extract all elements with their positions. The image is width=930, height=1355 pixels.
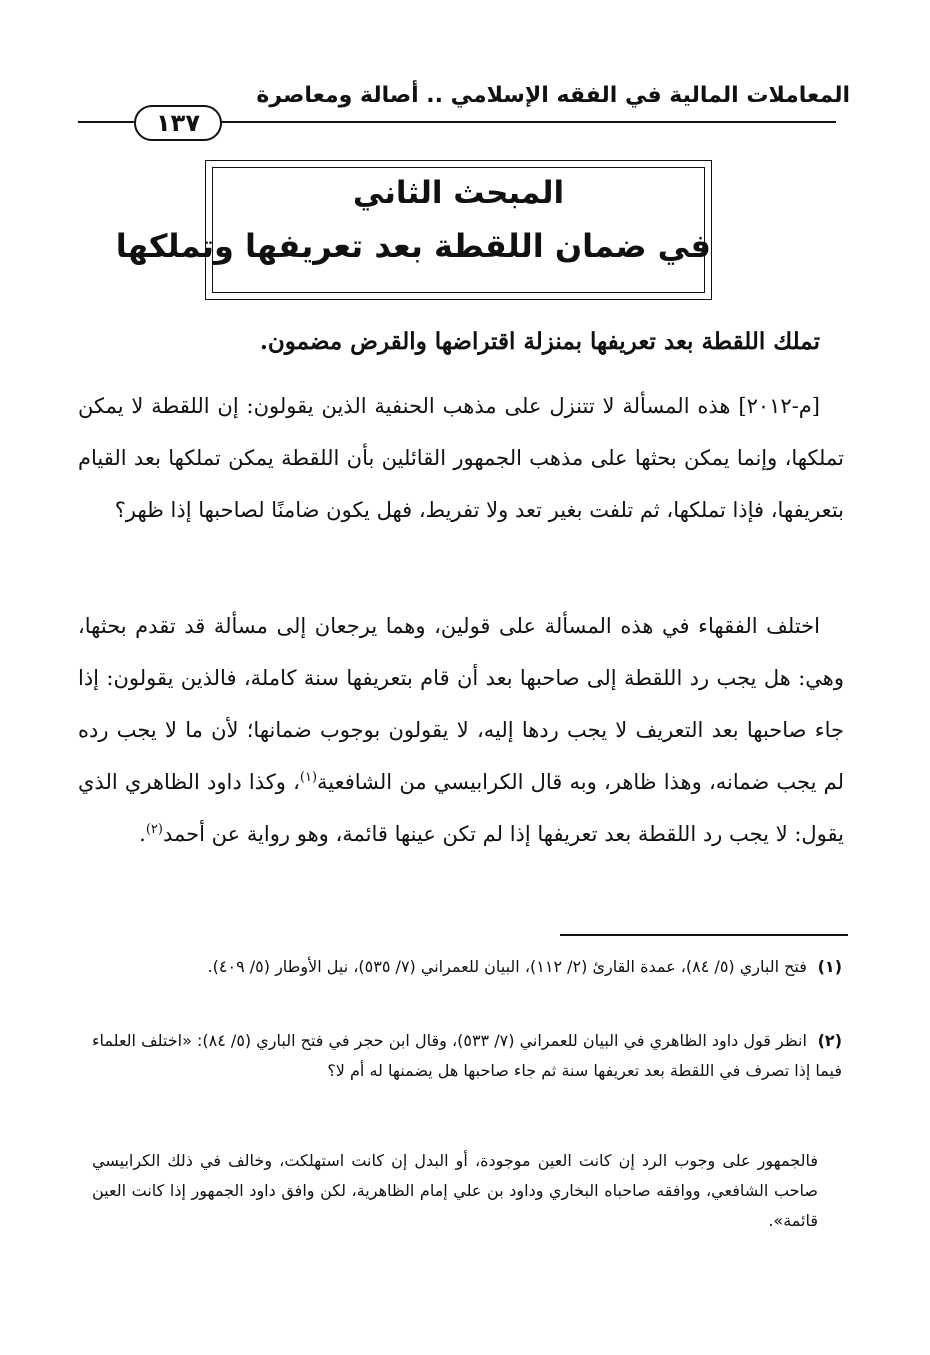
paragraph-2-end: . [139, 822, 146, 846]
paragraph-1 [78, 380, 844, 536]
footnote-1-marker: (١) [817, 957, 842, 976]
footnote-ref-2[interactable]: (٢) [145, 822, 163, 837]
footnote-2-text: انظر قول داود الظاهري في البيان للعمراني (٧/ ٥٣٣)، وقال ابن حجر في فتح الباري (٥/ ٨٤): «اختلف العلماء فيما إذا تصرف في اللقطة بعد تعريفها سنة ثم جاء صاحبها هل يضمنها له أم لا؟ [92, 1031, 842, 1080]
paragraph-2-text-a: اختلف الفقهاء في هذه المسألة على قولين، وهما يرجعان إلى مسألة قد تقدم بحثها، وهي: هل يجب رد اللقطة إلى صاحبها بعد أن قام بتعريفها سنة كاملة، فالذين يقولون: إذا جاء صاحبها بعد التعريف لا يجب ردها إليه، لا يقولون بوجوب ضمانها؛ لأن ما لا يجب رده لم يجب ضمانه، وهذا ظاهر، وبه قال الكرابيسي من الشافعية [78, 614, 844, 794]
header-rule-right [214, 121, 836, 123]
header-rule-left [78, 121, 138, 123]
section-heading-subtitle: في ضمان اللقطة بعد تعريفها وتملكها [115, 227, 711, 265]
footnote-2-marker: (٢) [817, 1031, 842, 1050]
paragraph-2 [78, 600, 844, 860]
footnote-separator [560, 934, 848, 936]
footnote-2 [92, 1026, 842, 1086]
section-heading-frame [115, 160, 712, 300]
page-number: ١٣٧ [134, 105, 222, 141]
footnote-2-continuation: فالجمهور على وجوب الرد إن كانت العين موجودة، أو البدل إن كانت استهلكت، وخالف في ذلك الكرابيسي صاحب الشافعي، ووافقه صاحباه البخاري وداود بن علي إمام الظاهرية، لكن وافق داود الجمهور إذا كانت العين قائمة». [92, 1151, 818, 1230]
lead-statement: تملك اللقطة بعد تعريفها بمنزلة اقتراضها والقرض مضمون. [259, 328, 820, 355]
paragraph-1-text: [م-٢٠١٢] هذه المسألة لا تتنزل على مذهب الحنفية الذين يقولون: إن اللقطة لا يمكن تملكها، وإنما يمكن بحثها على مذهب الجمهور القائلين بأن اللقطة يمكن تملكها بعد القيام بتعريفها، فإذا تملكها، ثم تلفت بغير تعد ولا تفريط، فهل يكون ضامنًا لصاحبها إذا ظهر؟ [78, 394, 844, 522]
section-heading-title: المبحث الثاني [352, 175, 565, 211]
paragraph-2-text-b: ، وكذا داود الظاهري الذي يقول: لا يجب رد اللقطة بعد تعريفها إذا لم تكن عينها قائمة، وهو رواية عن أحمد [78, 770, 844, 846]
running-header: المعاملات المالية في الفقه الإسلامي .. أصالة ومعاصرة [256, 83, 850, 108]
footnote-1-text: فتح الباري (٥/ ٨٤)، عمدة القارئ (٢/ ١١٢)، البيان للعمراني (٧/ ٥٣٥)، نيل الأوطار (٥/ ٤٠٩). [207, 957, 807, 976]
footnote-ref-1[interactable]: (١) [299, 770, 318, 785]
footnote-1 [92, 952, 842, 982]
